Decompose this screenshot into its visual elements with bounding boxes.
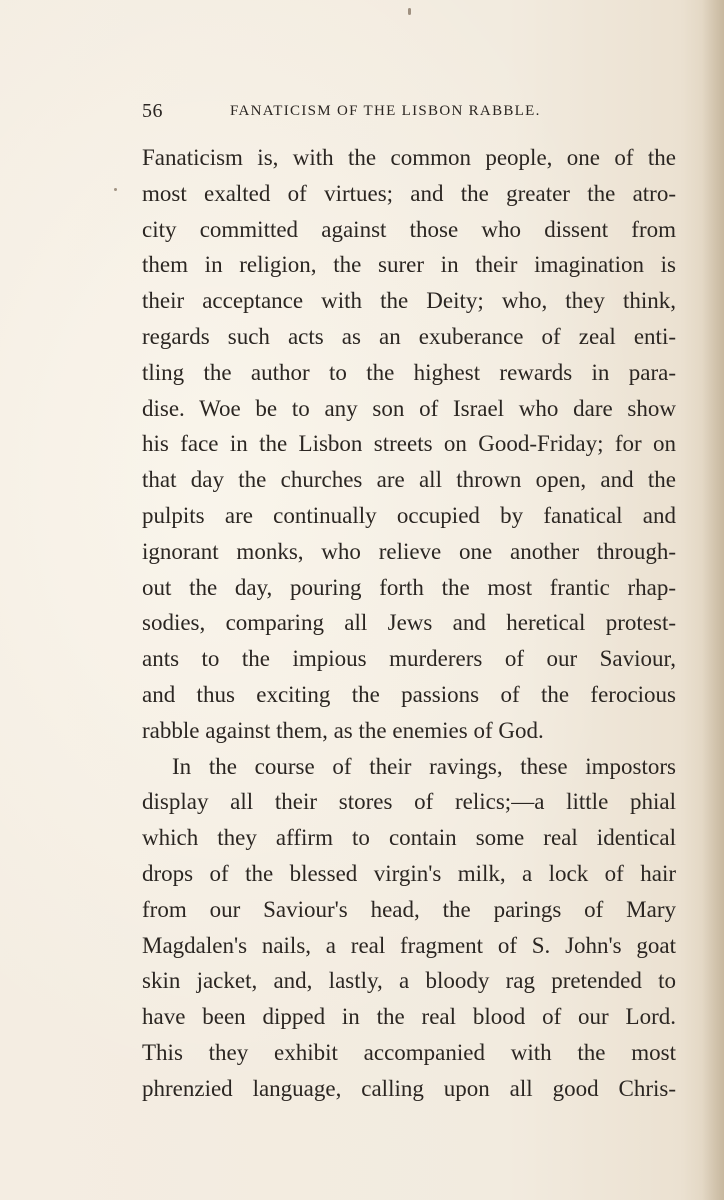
text-line: most exalted of virtues; and the greater the atro- <box>142 180 676 206</box>
text-line: Fanaticism is, with the common people, one of the <box>142 145 676 170</box>
text-line: out the day, pouring forth the most frantic rhap- <box>142 574 676 600</box>
text-line: that day the churches are all thrown open, and the <box>142 467 676 493</box>
text-line: from our Saviour's head, the parings of Mary <box>142 896 676 922</box>
text-line: which they affirm to contain some real identical <box>142 825 676 851</box>
text-line: display all their stores of relics;—a little phial <box>142 789 676 815</box>
page-edge-shadow <box>702 0 724 1200</box>
text-line: ignorant monks, who relieve one another through- <box>142 538 676 564</box>
text-line: Magdalen's nails, a real fragment of S. John's goat <box>142 932 676 958</box>
text-line: drops of the blessed virgin's milk, a lock of hair <box>142 860 676 886</box>
page-number: 56 <box>142 100 163 122</box>
text-line: his face in the Lisbon streets on Good-Friday; for on <box>142 431 676 457</box>
text-line: This they exhibit accompanied with the most <box>142 1039 676 1065</box>
paragraph-start-line: In the course of their ravings, these impostors <box>172 753 676 779</box>
text-line: have been dipped in the real blood of our Lord. <box>142 1004 676 1030</box>
paragraph-end-line: rabble against them, as the enemies of God. <box>142 717 544 743</box>
text-line: ants to the impious murderers of our Saviour, <box>142 646 676 672</box>
paper-speck <box>114 188 117 191</box>
text-line: phrenzied language, calling upon all good Chris- <box>142 1075 676 1101</box>
body-text <box>142 140 676 1107</box>
text-line: pulpits are continually occupied by fanatical and <box>142 502 676 528</box>
text-line: sodies, comparing all Jews and heretical protest- <box>142 610 676 636</box>
text-line: their acceptance with the Deity; who, they think, <box>142 288 676 314</box>
text-line: city committed against those who dissent from <box>142 216 676 242</box>
paper-speck <box>408 8 411 15</box>
text-line: skin jacket, and, lastly, a bloody rag pretended to <box>142 968 676 994</box>
text-line: them in religion, the surer in their imagination is <box>142 252 676 278</box>
running-title: FANATICISM OF THE LISBON RABBLE. <box>230 103 541 119</box>
text-line: and thus exciting the passions of the ferocious <box>142 681 676 707</box>
text-line: dise. Woe be to any son of Israel who dare show <box>142 395 676 421</box>
text-line: regards such acts as an exuberance of zeal enti- <box>142 323 676 349</box>
text-line: tling the author to the highest rewards in para- <box>142 359 676 385</box>
page-header <box>142 100 676 124</box>
